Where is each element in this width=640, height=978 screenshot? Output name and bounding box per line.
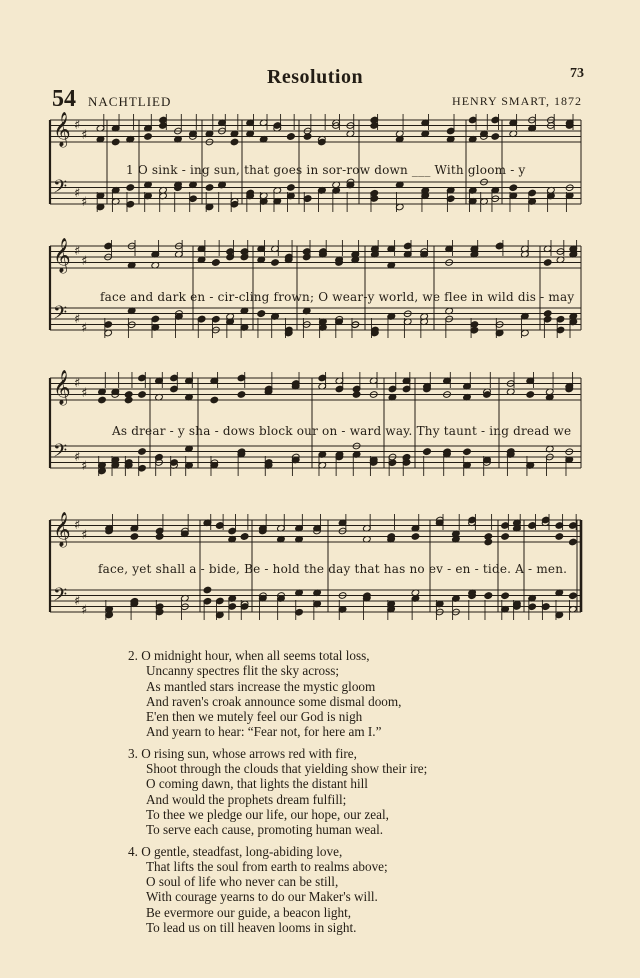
note-head <box>240 533 249 541</box>
note-head <box>303 133 312 141</box>
key-signature-sharp-icon: ♯ <box>81 321 88 336</box>
note-head <box>543 259 552 267</box>
verse-line: 4. O gentle, steadfast, long-abiding love, <box>128 843 343 859</box>
verse-line: To lead us on till heaven looms in sight. <box>146 920 357 936</box>
page-number: 73 <box>570 66 584 81</box>
note-head <box>138 448 147 456</box>
verse-line: And yearn to hear: “Fear not, for here am I.” <box>146 724 382 740</box>
verse-line: E'en then we mutely feel our God is nigh <box>146 709 363 725</box>
key-signature-sharp-icon: ♯ <box>81 128 88 143</box>
bass-clef-icon: 𝄢 <box>53 441 68 466</box>
note-head <box>98 396 107 404</box>
lyric-line-2: face and dark en - cir-cling frown; O wear-y world, we flee in wild dis - may <box>100 290 575 304</box>
note-head <box>569 592 578 600</box>
verse-line: Uncanny spectres flit the sky across; <box>146 663 339 679</box>
verse-line: Shoot through the clouds that yielding show their ire; <box>146 761 428 777</box>
verse-line: 2. O midnight hour, when all seems total loss, <box>128 648 370 663</box>
music-system-3 <box>0 368 640 492</box>
music-system-2 <box>0 236 640 354</box>
note-head <box>138 391 147 399</box>
note-head <box>130 533 139 541</box>
key-signature-sharp-icon: ♯ <box>74 118 81 133</box>
note-head <box>271 259 280 267</box>
lyric-line-3: As drear - y sha - dows block our on - ward way. Thy taunt - ing dread we <box>112 424 572 438</box>
note-head <box>352 391 361 399</box>
note-head <box>501 533 510 541</box>
verse-4 <box>128 844 598 936</box>
treble-clef-icon: 𝄞 <box>53 512 71 547</box>
verse-line: Be evermore our guide, a beacon light, <box>146 904 352 920</box>
note-head <box>203 586 212 594</box>
verse-line: To thee we pledge our life, our hope, our zeal, <box>146 806 389 822</box>
note-head <box>491 133 500 141</box>
note-head <box>230 138 239 146</box>
verses <box>128 648 598 941</box>
verse-line: 3. O rising sun, whose arrows red with fire, <box>128 745 357 761</box>
treble-clef-icon: 𝄞 <box>53 112 71 147</box>
note-head <box>210 396 219 404</box>
key-signature-sharp-icon: ♯ <box>81 459 88 474</box>
note-head <box>126 184 135 192</box>
note-head <box>144 133 153 141</box>
key-signature-sharp-icon: ♯ <box>81 195 88 210</box>
note-head <box>111 138 120 146</box>
note-head <box>124 391 133 399</box>
note-head <box>411 533 420 541</box>
treble-clef-icon: 𝄞 <box>53 238 71 273</box>
music-system-1 <box>0 112 640 230</box>
composer-credit: HENRY SMART, 1872 <box>452 94 582 108</box>
lyric-line-1: 1 O sink - ing sun, that goes in sor-row down ___ With gloom - y <box>126 163 526 177</box>
bass-clef-icon: 𝄢 <box>53 177 68 202</box>
key-signature-sharp-icon: ♯ <box>81 386 88 401</box>
treble-clef-icon: 𝄞 <box>53 370 71 405</box>
verse-line: O soul of life who never can be still, <box>146 874 339 890</box>
verse-2 <box>128 648 598 740</box>
verse-line: And would the prophets dream fulfill; <box>146 791 347 807</box>
note-head <box>287 184 296 192</box>
key-signature-sharp-icon: ♯ <box>81 603 88 618</box>
key-signature-sharp-icon: ♯ <box>74 244 81 259</box>
verse-line: And raven's croak announce some dismal doom, <box>146 693 402 709</box>
music-system-4 <box>0 506 640 638</box>
note-head <box>484 592 493 600</box>
verse-3 <box>128 746 598 838</box>
verse-line: As mantled stars increase the mystic gloom <box>146 678 376 694</box>
note-head <box>463 448 472 456</box>
key-signature-sharp-icon: ♯ <box>74 186 81 201</box>
note-head <box>484 533 493 541</box>
note-head <box>569 538 578 546</box>
bass-clef-icon: 𝄢 <box>53 585 68 610</box>
note-head <box>526 391 535 399</box>
note-head <box>509 184 518 192</box>
note-head <box>501 592 510 600</box>
note-head <box>555 533 564 541</box>
key-signature-sharp-icon: ♯ <box>81 528 88 543</box>
key-signature-sharp-icon: ♯ <box>74 376 81 391</box>
note-head <box>212 259 221 267</box>
verse-line: O coming dawn, that lights the distant hill <box>146 776 368 792</box>
key-signature-sharp-icon: ♯ <box>74 450 81 465</box>
tune-name: NACHTLIED <box>88 94 172 109</box>
hymn-title: Resolution <box>266 66 364 88</box>
key-signature-sharp-icon: ♯ <box>74 312 81 327</box>
key-signature-sharp-icon: ♯ <box>74 594 81 609</box>
note-head <box>237 391 246 399</box>
note-head <box>155 533 164 541</box>
verse-line: With courage yearns to do our Maker's will. <box>146 889 378 905</box>
hymn-number: 54 <box>52 86 76 112</box>
verse-line: That lifts the soul from earth to realms above; <box>146 858 388 874</box>
note-head <box>423 448 432 456</box>
verse-line: To serve each cause, promoting human weal. <box>146 822 384 838</box>
note-head <box>257 310 266 318</box>
bass-clef-icon: 𝄢 <box>53 303 68 328</box>
lyric-line-4: face, yet shall a - bide, Be - hold the day that has no ev - en - tide. A - men. <box>98 562 568 576</box>
key-signature-sharp-icon: ♯ <box>81 254 88 269</box>
key-signature-sharp-icon: ♯ <box>74 518 81 533</box>
page-header <box>0 0 640 120</box>
note-head <box>205 184 214 192</box>
